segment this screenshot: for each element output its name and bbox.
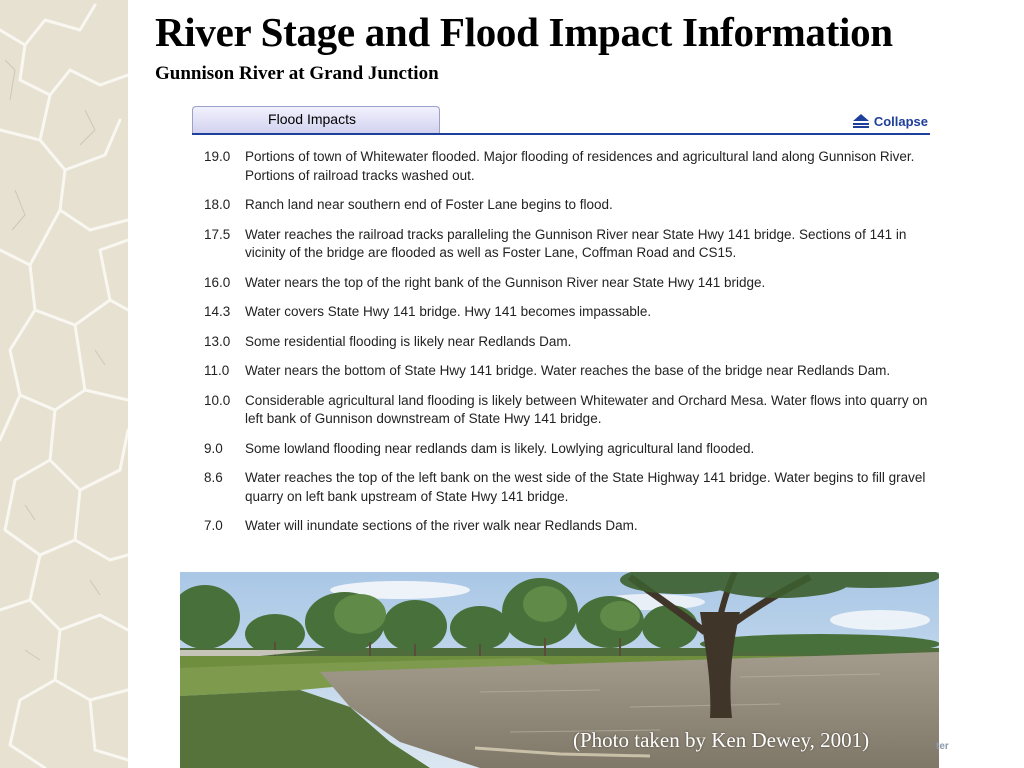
impact-stage: 14.3: [204, 304, 231, 319]
watermark-text: ter: [936, 741, 949, 752]
impact-stage: 10.0: [204, 392, 231, 408]
impact-description: Some lowland flooding near redlands dam is likely. Lowlying agricultural land flooded.: [245, 440, 755, 456]
impact-row: [204, 392, 930, 429]
collapse-arrow-icon: [851, 113, 871, 129]
impact-stage: 11.0: [204, 363, 230, 378]
impact-description: Ranch land near southern end of Foster Lane begins to flood.: [245, 197, 613, 212]
impact-row: [204, 226, 930, 263]
impact-stage: 18.0: [204, 197, 231, 212]
panel-divider: [192, 133, 930, 135]
collapse-button[interactable]: [851, 112, 928, 130]
slide-title: River Stage and Flood Impact Information: [155, 9, 893, 55]
impact-stage: 13.0: [204, 333, 231, 349]
impact-stage: 16.0: [204, 274, 231, 290]
impact-row: [204, 469, 930, 506]
impact-stage: 9.0: [204, 440, 223, 456]
slide-subtitle: Gunnison River at Grand Junction: [155, 63, 439, 84]
flood-impacts-panel-header: [192, 104, 930, 136]
impact-description: Portions of town of Whitewater flooded. Major flooding of residences and agricultural land along Gunnison River. Portions of railroad tracks washed out.: [245, 149, 915, 183]
flood-impacts-tab[interactable]: Flood Impacts: [192, 106, 440, 133]
collapse-label: Collapse: [873, 113, 928, 129]
impact-description: Considerable agricultural land flooding is likely between Whitewater and Orchard Mesa. Water flows into quarry on left bank of Gunnison downstream of State Hwy 141 bridge.: [245, 392, 928, 426]
impact-row: [204, 303, 930, 322]
impact-row: [204, 333, 930, 352]
impact-row: [204, 148, 930, 185]
impact-stage: 8.6: [204, 470, 223, 485]
impact-row: [204, 517, 930, 536]
impact-description: Water reaches the railroad tracks paralleling the Gunnison River near State Hwy 141 bridge. Sections of 141 in vicinity of the bridge are flooded as well as Foster Lane, Coffman Road and CS15.: [245, 226, 907, 260]
photo-caption: (Photo taken by Ken Dewey, 2001): [573, 728, 870, 752]
impact-description: Water nears the top of the right bank of the Gunnison River near State Hwy 141 bridge.: [245, 274, 766, 290]
impact-description: Water will inundate sections of the river walk near Redlands Dam.: [245, 518, 638, 533]
impact-row: [204, 362, 930, 381]
impact-row: [204, 274, 930, 293]
flood-impacts-list: [204, 148, 930, 547]
impact-stage: 17.5: [204, 226, 231, 242]
impact-description: Water nears the bottom of State Hwy 141 bridge. Water reaches the base of the bridge near Redlands Dam.: [245, 363, 891, 378]
impact-description: Water covers State Hwy 141 bridge. Hwy 141 becomes impassable.: [245, 304, 652, 319]
impact-row: [204, 440, 930, 459]
impact-row: [204, 196, 930, 215]
impact-description: Water reaches the top of the left bank on the west side of the State Highway 141 bridge. Water begins to fill gravel quarry on left bank upstream of State Hwy 141 bridge.: [245, 470, 926, 504]
impact-description: Some residential flooding is likely near Redlands Dam.: [245, 333, 572, 349]
cracked-texture-background: [0, 0, 128, 768]
impact-stage: 19.0: [204, 149, 231, 164]
impact-stage: 7.0: [204, 518, 223, 533]
